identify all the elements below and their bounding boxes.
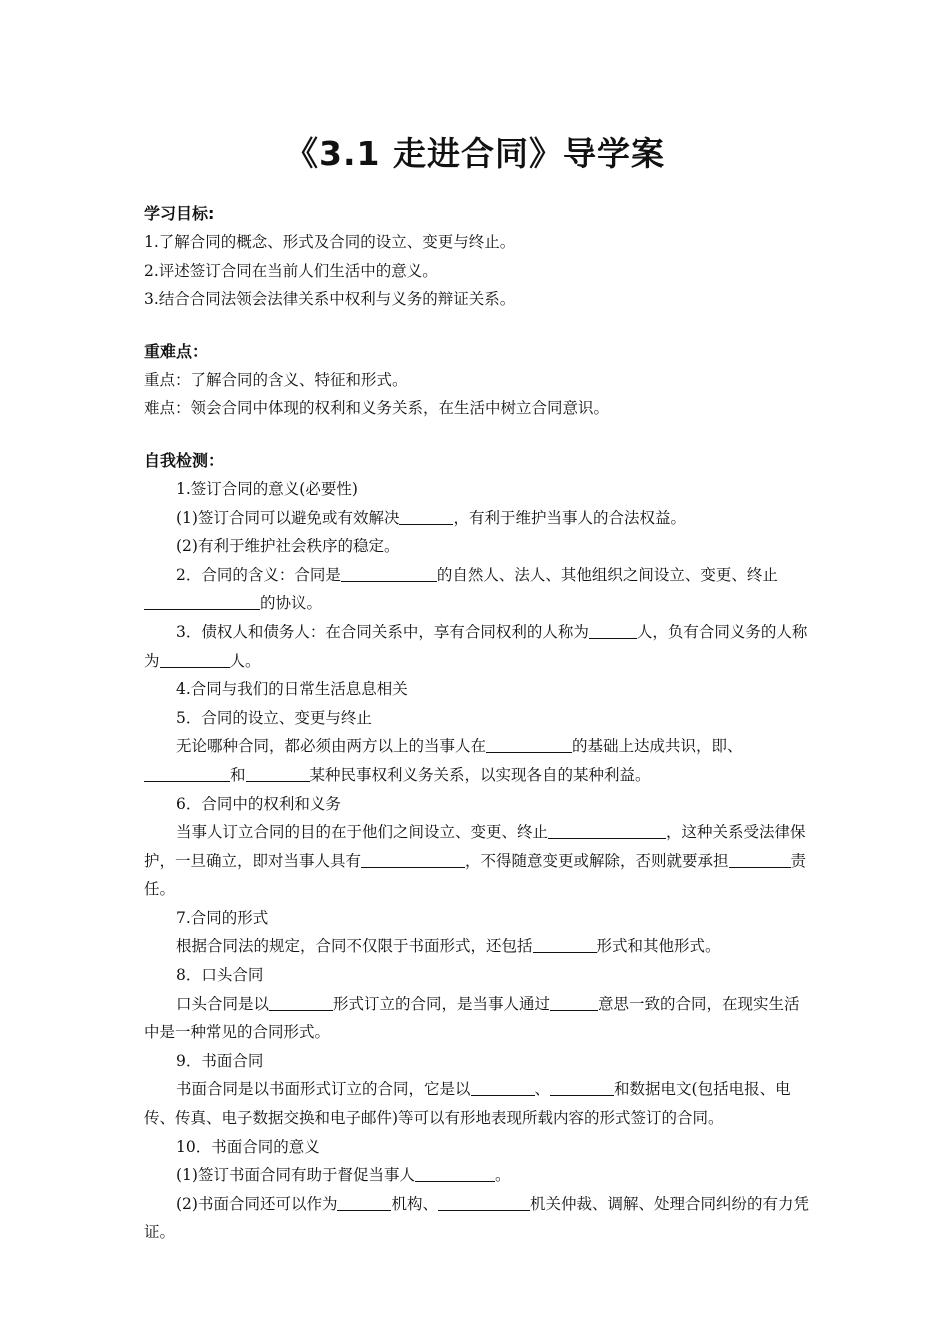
question-4: 4.合同与我们的日常生活息息相关 (176, 680, 408, 699)
question-8: 口头合同是以 形式订立的合同，是当事人通过 意思一致的合同，在现实生活中是一种常见的合同形式。 (144, 994, 800, 1042)
question-5: 无论哪种合同，都必须由两方以上的当事人在 的基础上达成共识，即、和 某种民事权利义务关系，以实现各自的某种利益。 (144, 732, 810, 789)
fill-blank[interactable] (550, 1079, 614, 1096)
objective-item: 2.评述签订合同在当前人们生活中的意义。 (144, 261, 438, 280)
focus-point: 重点：了解合同的含义、特征和形式。 (144, 370, 408, 389)
question-1a: (1)签订合同可以避免或有效解决 ，有利于维护当事人的合法权益。 (176, 508, 686, 527)
fill-blank[interactable] (337, 1194, 391, 1211)
question-5-title: 5．合同的设立、变更与终止 (176, 708, 372, 727)
fill-blank[interactable] (550, 993, 598, 1010)
fill-blank[interactable] (533, 936, 597, 953)
fill-blank[interactable] (269, 993, 333, 1010)
fill-blank[interactable] (729, 850, 791, 867)
objective-item: 3.结合合同法领会法律关系中权利与义务的辩证关系。 (144, 290, 516, 309)
objectives-heading: 学习目标: (144, 204, 215, 223)
question-1-title: 1.签订合同的意义(必要性) (176, 479, 358, 498)
fill-blank[interactable] (361, 850, 465, 867)
fill-blank[interactable] (160, 650, 230, 667)
fill-blank[interactable] (486, 736, 572, 753)
fill-blank[interactable] (548, 822, 666, 839)
fill-blank[interactable] (399, 507, 453, 524)
document-body (144, 200, 810, 1247)
question-6-title: 6．合同中的权利和义务 (176, 794, 341, 813)
fill-blank[interactable] (438, 1194, 530, 1211)
fill-blank[interactable] (589, 622, 637, 639)
question-3: 3．债权人和债务人：在合同关系中，享有合同权利的人称为 人，负有合同义务的人称为 人。 (144, 622, 808, 670)
objective-item: 1.了解合同的概念、形式及合同的设立、变更与终止。 (144, 233, 516, 251)
question-1b: (2)有利于维护社会秩序的稳定。 (176, 537, 400, 556)
question-9-title: 9．书面合同 (176, 1051, 264, 1070)
question-10a: (1)签订书面合同有助于督促当事人 。 (176, 1166, 511, 1185)
question-8-title: 8．口头合同 (176, 966, 264, 985)
self-test-heading: 自我检测： (144, 450, 225, 470)
question-10-title: 10．书面合同的意义 (176, 1137, 320, 1156)
question-9: 书面合同是以书面形式订立的合同，它是以 、 和数据电文(包括电报、电传、传真、电子数据交换和电子邮件)等可以有形地表现所载内容的形式签订的合同。 (144, 1080, 791, 1128)
fill-blank[interactable] (415, 1165, 495, 1182)
difficulty-point: 难点：领会合同中体现的权利和义务关系，在生活中树立合同意识。 (144, 399, 610, 418)
question-7-title: 7.合同的形式 (176, 908, 269, 927)
question-2: 2．合同的含义：合同是 的自然人、法人、其他组织之间设立、变更、终止的协议。 (144, 561, 810, 618)
fill-blank[interactable] (144, 593, 260, 610)
fill-blank[interactable] (471, 1079, 535, 1096)
question-6: 当事人订立合同的目的在于他们之间设立、变更、终止 ，这种关系受法律保护，一旦确立，即对当事人具有 ，不得随意变更或解除，否则就要承担 责任。 (144, 823, 807, 899)
fill-blank[interactable] (144, 765, 230, 782)
key-points-heading: 重难点： (144, 341, 209, 361)
fill-blank[interactable] (341, 564, 437, 581)
page-title: 《3.1 走进合同》导学案 (285, 134, 665, 173)
question-10b: (2)书面合同还可以作为 机构、 机关仲裁、调解、处理合同纠纷的有力凭证。 (144, 1194, 809, 1242)
fill-blank[interactable] (246, 765, 310, 782)
question-7: 根据合同法的规定，合同不仅限于书面形式，还包括 形式和其他形式。 (176, 937, 721, 956)
